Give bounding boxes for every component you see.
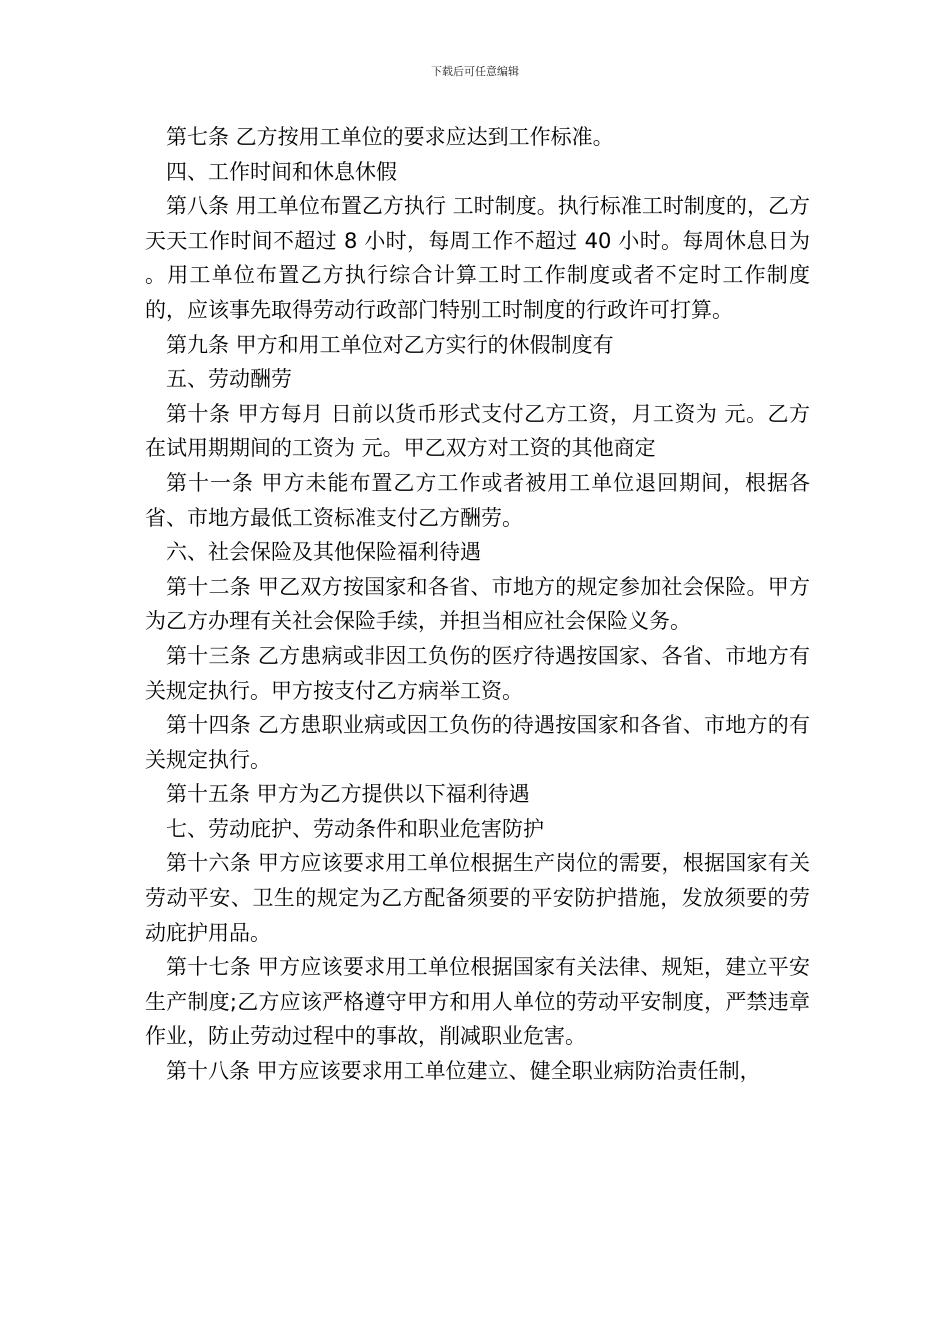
paragraph-article-12: 第十二条 甲乙双方按国家和各省、市地方的规定参加社会保险。甲方为乙方办理有关社会保险手续，并担当相应社会保险义务。	[145, 574, 810, 634]
paragraph-article-17: 第十七条 甲方应该要求用工单位根据国家有关法律、规矩，建立平安生产制度;乙方应该严格遵守甲方和用人单位的劳动平安制度，严禁违章作业，防止劳动过程中的事故，削减职业危害。	[145, 955, 810, 1049]
paragraph-article-8: 第八条 用工单位布置乙方执行 工时制度。执行标准工时制度的，乙方天天工作时间不超过 8 小时，每周工作不超过 40 小时。每周休息日为 。用工单位布置乙方执行综合计算工时工作制度或者不定时工作制度的，应该事先取得劳动行政部门特别工时制度的行政许可打算。	[145, 194, 810, 322]
section-heading-5: 五、劳动酬劳	[166, 367, 292, 392]
paragraph-article-16: 第十六条 甲方应该要求用工单位根据生产岗位的需要，根据国家有关劳动平安、卫生的规定为乙方配备须要的平安防护措施，发放须要的劳动庇护用品。	[145, 851, 810, 945]
paragraph-article-10: 第十条 甲方每月 日前以货币形式支付乙方工资，月工资为 元。乙方在试用期期间的工资为 元。甲乙双方对工资的其他商定	[145, 401, 810, 461]
paragraph-article-7: 第七条 乙方按用工单位的要求应达到工作标准。	[166, 125, 614, 149]
paragraph-article-18: 第十八条 甲方应该要求用工单位建立、健全职业病防治责任制，	[166, 1059, 761, 1084]
section-heading-7: 七、劳动庇护、劳动条件和职业危害防护	[166, 816, 544, 841]
document-body	[145, 120, 810, 1089]
paragraph-article-9: 第九条 甲方和用工单位对乙方实行的休假制度有	[166, 332, 614, 357]
paragraph-article-13: 第十三条 乙方患病或非因工负伤的医疗待遇按国家、各省、市地方有关规定执行。甲方按支付乙方病举工资。	[145, 643, 810, 703]
page-header: 下载后可任意编辑	[431, 65, 519, 78]
section-heading-4: 四、工作时间和休息休假	[166, 159, 397, 184]
section-heading-6: 六、社会保险及其他保险福利待遇	[166, 540, 481, 565]
paragraph-article-15: 第十五条 甲方为乙方提供以下福利待遇	[166, 782, 530, 807]
paragraph-article-11: 第十一条 甲方未能布置乙方工作或者被用工单位退回期间，根据各省、市地方最低工资标准支付乙方酬劳。	[145, 470, 810, 530]
paragraph-article-14: 第十四条 乙方患职业病或因工负伤的待遇按国家和各省、市地方的有关规定执行。	[145, 713, 810, 772]
